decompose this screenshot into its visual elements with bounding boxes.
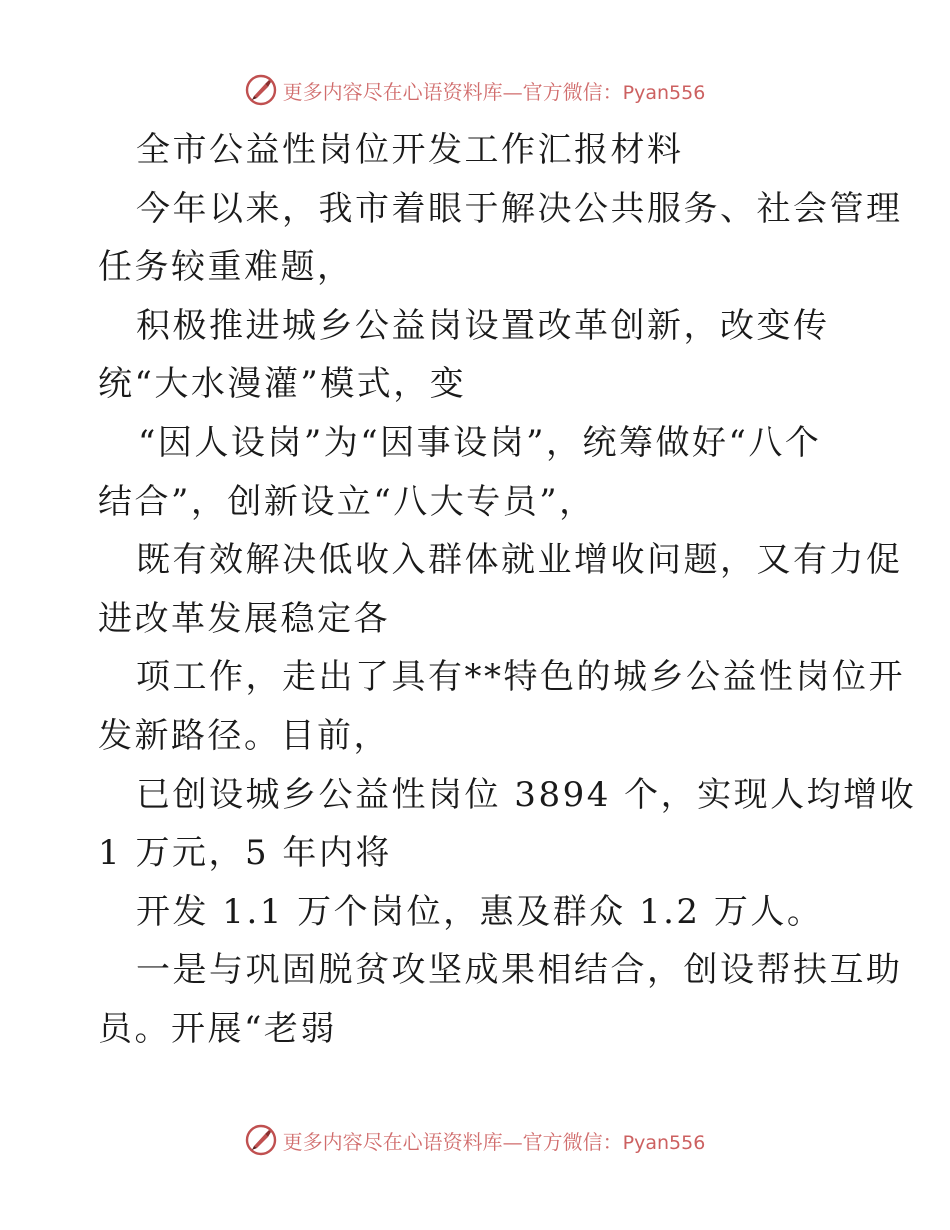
paragraph-line: 统“大水漫灌”模式，变 xyxy=(98,364,467,405)
paragraph-line: 员。开展“老弱 xyxy=(98,1008,337,1049)
paragraph-line: 任务较重难题， xyxy=(98,247,354,288)
paragraph-line: 结合”，创新设立“八大专员”， xyxy=(98,481,596,522)
paragraph-line: 已创设城乡公益性岗位 3894 个，实现人均增收 xyxy=(136,774,917,815)
paragraph-line: 进改革发展稳定各 xyxy=(98,598,390,639)
watermark-label: 更多内容尽在心语资料库—官方微信： xyxy=(282,79,623,104)
paragraph-line: 今年以来，我市着眼于解决公共服务、社会管理 xyxy=(136,188,903,229)
paragraph-line: 既有效解决低收入群体就业增收问题，又有力促 xyxy=(136,540,903,581)
watermark-text xyxy=(283,76,706,105)
paragraph-line: “因人设岗”为“因事设岗”，统筹做好“八个 xyxy=(138,422,822,463)
document-body xyxy=(98,121,917,1059)
paragraph-line: 积极推进城乡公益岗设置改革创新，改变传 xyxy=(136,305,830,346)
paragraph-line: 一是与巩固脱贫攻坚成果相结合，创设帮扶互助 xyxy=(136,950,903,991)
watermark-wechat-id: Pyan556 xyxy=(622,1131,706,1154)
paragraph-line: 1 万元，5 年内将 xyxy=(98,833,392,874)
watermark-text xyxy=(283,1126,706,1155)
pen-logo-icon xyxy=(245,1124,277,1156)
paragraph-line: 项工作，走出了具有**特色的城乡公益性岗位开 xyxy=(136,657,905,698)
pen-logo-icon xyxy=(245,74,277,106)
watermark-wechat-id: Pyan556 xyxy=(622,81,706,104)
document-title: 全市公益性岗位开发工作汇报材料 xyxy=(136,130,684,170)
watermark-label: 更多内容尽在心语资料库—官方微信： xyxy=(282,1129,623,1154)
header-watermark-banner xyxy=(0,70,950,110)
paragraph-line: 发新路径。目前， xyxy=(98,715,390,756)
paragraph-line: 开发 1.1 万个岗位，惠及群众 1.2 万人。 xyxy=(136,891,824,932)
footer-watermark-banner xyxy=(0,1120,950,1160)
